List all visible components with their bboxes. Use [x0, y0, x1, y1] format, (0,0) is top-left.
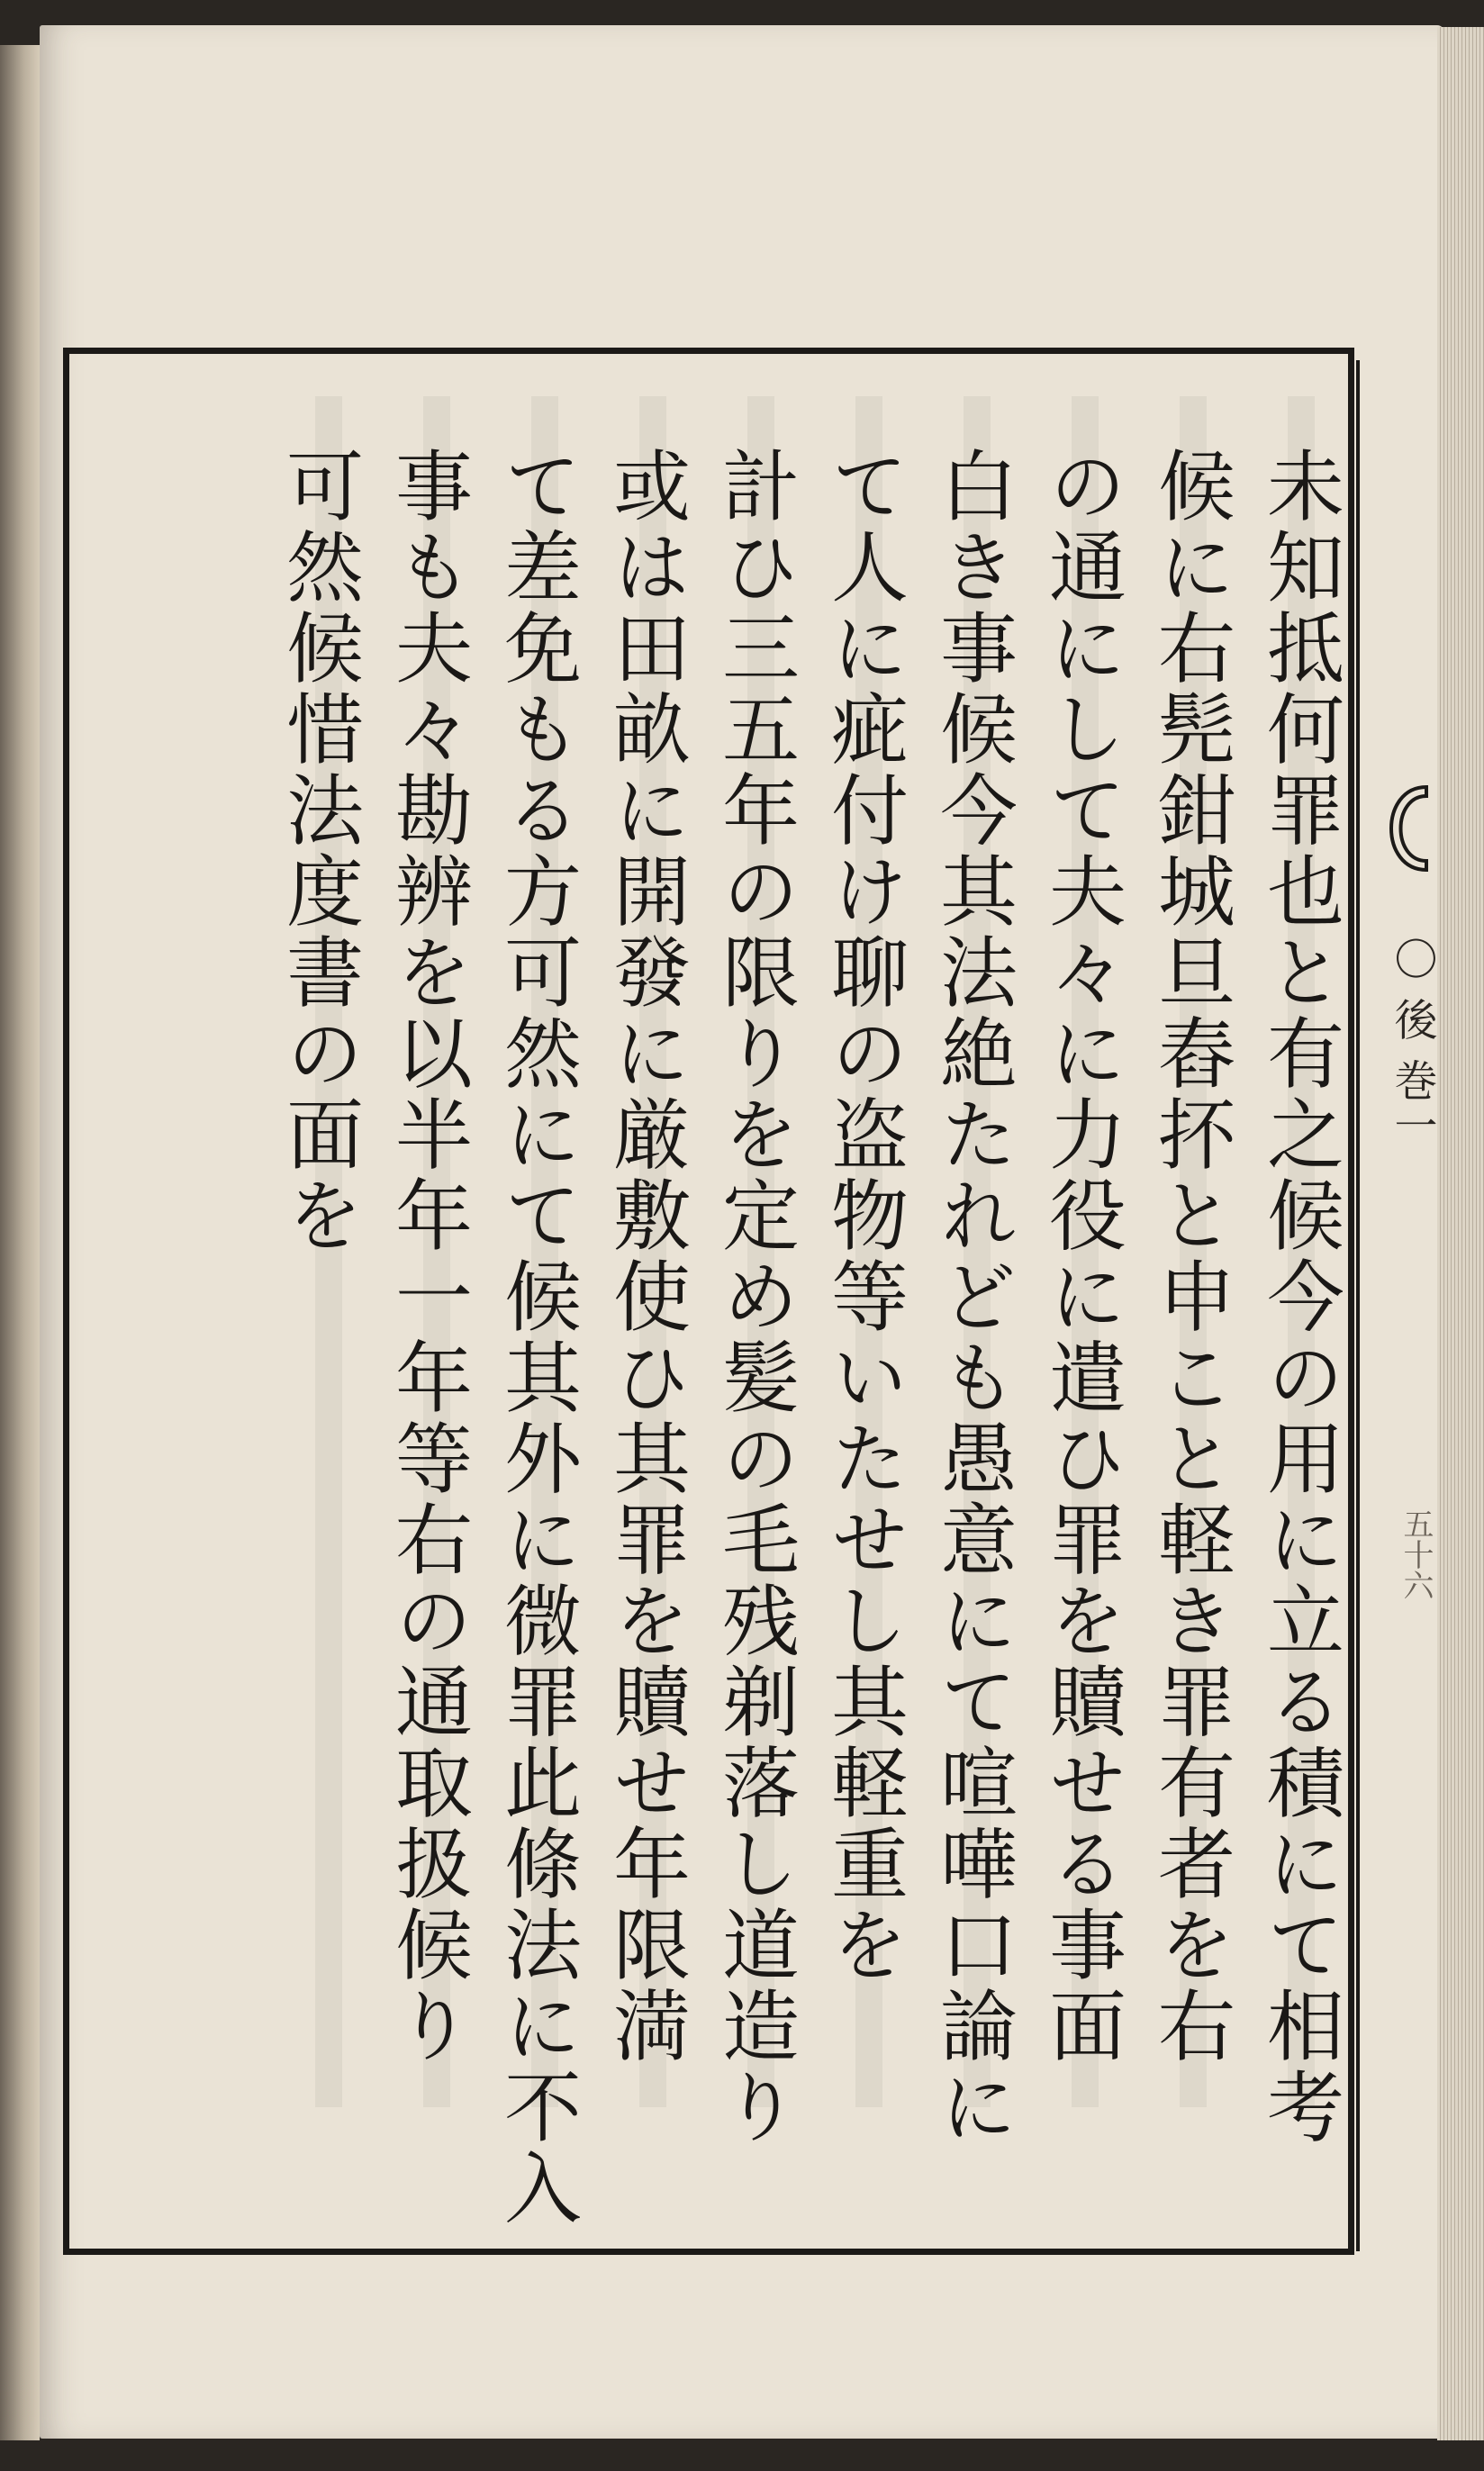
- page-stack-edge: [1437, 27, 1484, 2440]
- main-text: [81, 446, 1344, 2238]
- text-column: 白き事候今其法絶たれども愚意にて喧嘩口論に: [927, 446, 1017, 2148]
- left-page-edge: [0, 45, 40, 2440]
- page-number: 五十六: [1398, 1508, 1434, 1600]
- text-column: て差免もる方可然にて候其外に微罪此條法に不入: [491, 446, 581, 2229]
- gutter-divider: [1356, 360, 1360, 2251]
- text-column: 候に右髡鉗城旦舂抔と申こと軽き罪有者を右: [1145, 446, 1235, 2067]
- text-column: 未知抵何罪也と有之候今の用に立る積にて相考: [1253, 446, 1344, 2148]
- fishtail-mark-icon: [1372, 783, 1435, 873]
- text-column: 可然候惜法度書の面を: [273, 446, 363, 1256]
- gutter-title: 〇 後 巻一: [1387, 937, 1437, 1148]
- text-column: 或は田畝に開發に厳敷使ひ其罪を贖せ年限満: [600, 446, 690, 2067]
- text-column: て人に疵付け聊の盗物等いたせし其軽重を: [818, 446, 908, 1986]
- text-column: 計ひ三五年の限りを定め髪の毛残剃落し道造り: [709, 446, 799, 2148]
- text-column: 事も夫々勘辨を以半年一年等右の通取扱候り: [382, 446, 472, 2067]
- text-column: の通にして夫々に力役に遣ひ罪を贖せる事面: [1036, 446, 1126, 2067]
